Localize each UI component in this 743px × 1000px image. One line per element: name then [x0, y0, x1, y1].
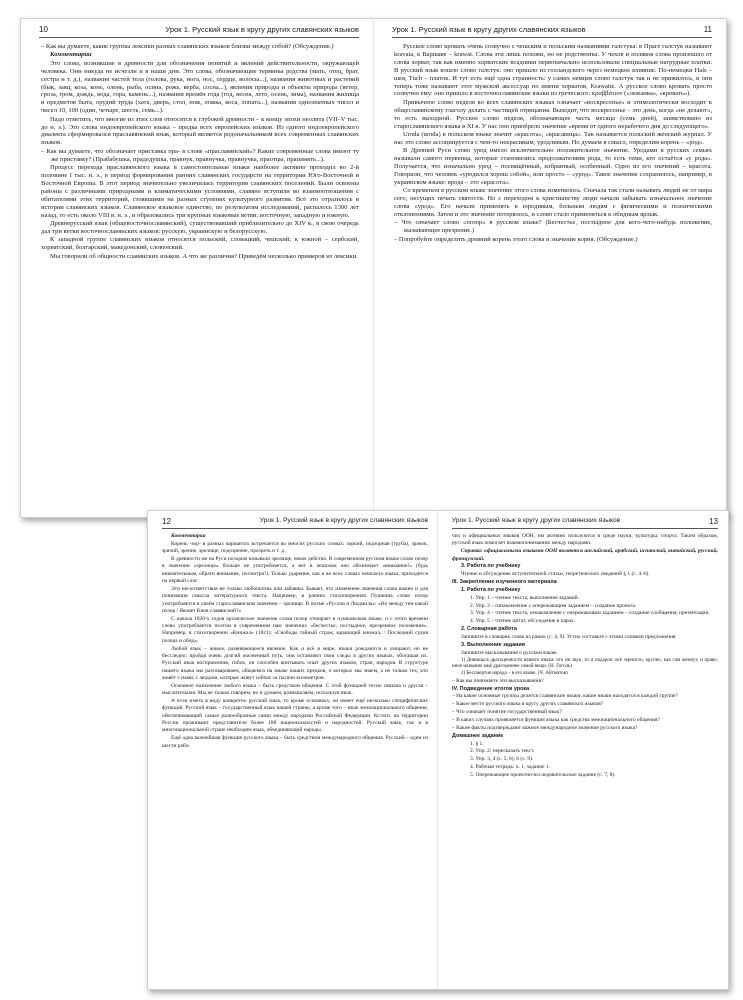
paragraph: В Древней Руси слово урод имело исключительно положительное значение. Уродами в русских семьях называли самого первенца, которые становились продолжателями рода, то есть теми, кто остаётся «у рода». Получается, что изначально урод – посвящённый, избранный, особенный. Одно из его значений – красота. Говорили, что человек «уродился хорош собой», или просто – «урод». Такое значение сохранилось, например, в украинском языке: врода – это «красота».	[394, 147, 712, 186]
paragraph: Это слова, возникшие в древности для обозначения понятий и явлений действительности, окружающей человека. Они никуда не исчезли и в наши дни. Это слова, обозначающие термины родства (мать, отец, брат, сестра и т. д.), названия частей тела (голова, рука, нога, нос, сердце, волосы...), названия животных и растений (бык, заяц, коза, конь, олень, рыба, осина, рожь, верба, сосна...), явления природы и объекты природы (ветер, гроза, гром, дождь, вода, гора, камень...), названия времён года (год, весна, лето, осень, зима), названия жилища и предметов быта, орудий труда (хата, дверь, стол, нож, ложка, коса, лопата...), названия однозначных чисел и чисел 10, 100 (один, четыре, шесть, семь...).	[41, 59, 359, 115]
page-body	[162, 533, 428, 983]
paragraph: – Что означает слово «позор» в русском языке? (Бесчестье, постыдное для кого-чего-нибудь положение, вызывающее презрение.)	[394, 219, 712, 235]
header-title: Урок 1. Русский язык в кругу других славянских языков	[165, 25, 359, 34]
paragraph: К западной группе славянских языков относятся польский, словацкий, чешский; к южной – сербский, хорватский, болгарский, македонский, словенский.	[41, 236, 359, 252]
paragraph: – Как вы понимаете эти высказывания?	[452, 677, 544, 684]
paragraph: – Как вы думаете, какие группы лексики разных славянских языков близки между собой? (Обсуждение.)	[41, 43, 334, 50]
paragraph: – Как вы думаете, что обозначает приставка пра- в слове «праславянский»? Какие современные слова имеют ту же приставку? (Прабабушка, прадедушка, правнук, правнучка, правнучка, праотцы, прапамять...).	[41, 147, 359, 163]
running-header	[452, 517, 718, 529]
page-body	[394, 43, 712, 511]
paragraph: Со временем в русском языке значение этого слова изменилось. Сначала так стали называть людей не от мира сего, несущих печать святости. Но с переходом к христианству люди начали забывать изначальное значение слова «урод». Его начали применять к юродивым, больным людям с физическими и психическими отклонениями. Затем и это значение потерялось, и слово стало применяться к обидным ярлык.	[394, 187, 712, 219]
paragraph: 1. § 1.	[470, 740, 484, 747]
paragraph: – На какие основные группы делятся славянские языки, какие языки находятся в каждой группе?	[452, 693, 678, 700]
paragraph: чих и официальных языков ООН, им активно пользуются в среде науки, культуры, спорта. Таким образом, русский язык помогает взаимопониманию между народами.	[452, 533, 718, 547]
paragraph: 2) Бессмертие народа – в его языке. (Ч. Айтматов)	[461, 670, 568, 676]
paragraph: 3. Упр. 3, 4 (с. 5, 6), 6 (с. 9).	[470, 756, 534, 763]
header-title: Урок 1. Русский язык в кругу других славянских языков	[452, 517, 621, 524]
section-heading: 2. Словарная работа	[461, 626, 517, 633]
paragraph: 5. Опережающее проектно-исследовательское задание (с. 7, 8).	[470, 771, 616, 778]
paragraph: Русское слово кровать очень созвучно с чешским и польским названиями галстука: в Праге галстук называют kravata, в Варшаве – krawat. Слова эти лишь похожи, но не родственны. У чехов и поляков слова произошло от слова хорват, так как именно хорватские всадники первоначально использовали специальные нагрудные платки. В русский язык вошло слово галстук: оно пришло из голландского через немецкое влияние. По-немецки Hals – шея, Tuch – платок. И тут есть ещё одна странность: у самих немцев слово галстук так и не прижилось, и они теперь тоже называют этот мужской аксессуар по имени хорватов, Krawatte. А русское слово кровать просто созвучно ему: оно пришло в восточнославянские языки из греческого: κραββάτιον («лежанка», «кровать»).	[394, 43, 712, 98]
paragraph: 1. Упр. 1 – чтение текста, выполнение заданий.	[470, 594, 579, 601]
paragraph: Любой язык – живое, развивающееся явление. Как и всё в мире, языки рождаются и умирают, но не бесследно: пройдя очень долгий жизненный путь, они оставляют свои следы в других языках, обогащая их. Русский язык восприимчив, гибок, он способен впитывать опыт других языков, стран, народов. В структуре нашего языка мы разговариваем, общаемся на языке наших предков, о которых мы знаем, а не только тех, кто живёт с нами, с людьми, которые живут сейчас за тысячи километров.	[162, 645, 428, 682]
paragraph: – Какое место русского языка в кругу других славянских языков?	[452, 701, 604, 708]
page-number: 10	[39, 25, 48, 34]
section-heading: IV. Подведение итогов урока	[452, 685, 530, 692]
paragraph: 1) Дивишься драгоценности нашего языка: что ни звук, то и подарок: всё зернисто, крупно, как сам жемчуг, и право, иное название ещё драгоценнее самой вещи. (Н. Гоголь)	[452, 657, 718, 669]
paragraph: Эти несоответствия не только любопытны или забавны. Бывает, что изменение значения слова важно и для понимания смысла литературного текста. Например, в ранних стихотворениях Пушкина слово позор употребляется в своём старославянском значении – зрелище. В поэме «Руслан и Людмила»: «Но между тем какой позор / Являет Киев славянский?»	[162, 585, 428, 614]
page-13	[438, 511, 728, 989]
bottom-book-spread	[147, 510, 729, 990]
paragraph: 4. Рабочая тетрадь: ч. 1, задание 1.	[470, 764, 551, 771]
paragraph: Основное назначение любого языка – быть средством общения. С этой функцией тесно связана и другая – мыслительная. Мы не только говорим, но и думаем, размышляем, используя язык.	[162, 682, 428, 697]
page-10	[21, 19, 373, 517]
page-11	[374, 19, 726, 517]
paragraph: А если иметь в виду конкретно русский язык, то кроме основных, он имеет ещё несколько специфических функций. Русский язык – государственный язык нашей страны, а кроме того – язык межнационального общения, обеспечивающий самые разнообразные связи между народами Российской Федерации. Кстати, на территории России проживают представители более 180 национальностей и народностей. Русский язык, так и в многонациональной стране необходим язык, объединяющий народы.	[162, 698, 428, 734]
section-heading: 3. Работа по учебнику	[461, 563, 521, 570]
page-number: 12	[162, 517, 171, 526]
page-number: 11	[703, 25, 712, 34]
page-body	[452, 533, 718, 983]
paragraph: Чтение и обсуждение вступительной статьи, теоретических сведений § 1 (с. 4–6).	[461, 571, 650, 578]
paragraph: Запишите в словарик слова из рамок (с. 4, 9). Устно составьте с этими словами предложения.	[461, 633, 677, 640]
paragraph: 4. Упр. 5 – чтение цитат, обсуждение в парах.	[470, 618, 576, 625]
paragraph: Запишите высказывания о русском языке.	[461, 649, 558, 656]
paragraph: Uroda (uroda) в польском языке значит «красота», «красавица». Так называется польский женский журнал. У нас это слово ассоциируется с чем-то некрасивым, уродливым. Но думаем в смысл, определим корень – «род».	[394, 130, 712, 146]
section-heading: III. Закрепление изученного материала	[452, 579, 557, 586]
paragraph: Корень -зор- в разных вариантах встречается во многих русских словах: зоркий, подзорная (труба), зрачок, зрячий, зрение, зрелище, подозрение, прозреть и т. д.	[162, 540, 428, 555]
page-12	[148, 511, 438, 989]
section-heading: Комментарии	[171, 533, 206, 539]
running-header	[39, 25, 359, 38]
top-book-spread	[20, 18, 727, 518]
paragraph: С начала 1820-х годов архаическое значение слова позор отмирает в пушкинском языке, и с этого времени слово употребляется поэтом в современном нам значении: «бесчестье, постыдное, презренное положение». Например, в стихотворении «Кинжал» (1821): «Свободы тайный страж, карающий кинжал, / Последний судия позора и обид».	[162, 615, 428, 644]
header-title: Урок 1. Русский язык в кругу других славянских языков	[259, 517, 428, 524]
paragraph: – Попробуйте определить древний корень этого слова и значение корня. (Обсуждение.)	[394, 235, 638, 243]
paragraph: Надо отметить, что многие из этих слов относятся к глубокой древности – к концу эпохи неолита (VII–V тыс. до н. э.). Это слова индоевропейского языка – предка всех европейских языков. Из одного индоевропейского диалекта сформировался праславянский язык, который является родоначальником всех современных славянских языков.	[41, 115, 359, 147]
paragraph: Процесс перехода праславянского языка в самостоятельные языки наиболее активно проходил во 2-й половине I тыс. н. э., в период формирования ранних славянских государств на территории Юго-Восточной и Восточной Европы. В этот период значительно увеличилась территория славянских поселений. Были освоены районы с различными природными и климатическими условиями, славяне вступили во взаимоотношения с обитателями этих территорий, стоявшими на разных ступенях культурного развития. Всё это отразилось в истории славянских языков. Славянское языковое единство, по результатам исследований, распалось 1300 лет назад, то есть около VIII в. н. э., и образовались три крупные языковые ветви: восточную, западную и южную.	[41, 164, 359, 219]
paragraph: Древнерусский язык (общевосточнославянский), существовавший приблизительно до XIV в., в свою очередь дал три ветви восточнославянских языков: русскую, украинскую и белорусскую.	[41, 219, 359, 235]
paragraph: Мы говорили об общности славянских языков. А что же различия? Приведём несколько примеров из лексики.	[50, 252, 358, 260]
paragraph: 2. Упр. 2: пересказать текст.	[470, 748, 535, 755]
header-title: Урок 1. Русский язык в кругу других славянских языков	[392, 25, 586, 34]
paragraph: В древности же на Руси позором называли зрелище, некое действо. В современном русском языке слово позор в значении «зрелище» больше не употребляется, а вот в чешском оно обозначает «внимание!» (будь внимательным, обрати внимание, посмотри!). Только ударение, как и во всех словах чешского языка, приходится на первый слог.	[162, 556, 428, 585]
paragraph: 2. Упр. 3 – ознакомление с опережающим заданием – создание проекта.	[470, 602, 637, 609]
section-heading: Комментарии	[50, 51, 92, 59]
page-body	[41, 43, 359, 511]
running-header	[162, 517, 428, 529]
section-heading: 1. Работа по учебнику	[461, 586, 521, 593]
section-heading: Домашнее задание	[452, 732, 504, 739]
paragraph: – Что означает понятие государственный язык?	[452, 709, 562, 716]
paragraph: Привычное слово неделя во всех славянских языках означает «воскресенье» и этимологически восходит к общеславянскому глаголу делать с частицей отрицания. Выходит, что воскресенье – это день, когда «не делают», то есть выходной. Русское слово неделя, обозначающее часть месяца (семь дней), заимствовано из старославянского языка в XI в. У нас оно приобрело значение «время от одного нерабочего дня до следующего».	[394, 98, 712, 130]
paragraph: 3. Упр. 4 – чтение текста, ознакомление с опережающим заданием – создание сообщения, презентации.	[470, 610, 710, 617]
running-header	[392, 25, 712, 38]
paragraph: – Какие факты подтверждают важное международное значение русского языка?	[452, 724, 638, 731]
paragraph: – В каких случаях проявляется функция языка как средства межнационального общения?	[452, 716, 660, 723]
page-number: 13	[709, 517, 718, 526]
paragraph: Ещё одна важнейшая функция русского языка – быть средством международного общения. Русский – один из шести рабо-	[162, 735, 428, 749]
paragraph: Справка: официальными языками ООН являются английский, арабский, испанский, китайский, русский, французский.	[452, 548, 718, 562]
section-heading: 3. Выполнение задания	[461, 641, 525, 648]
